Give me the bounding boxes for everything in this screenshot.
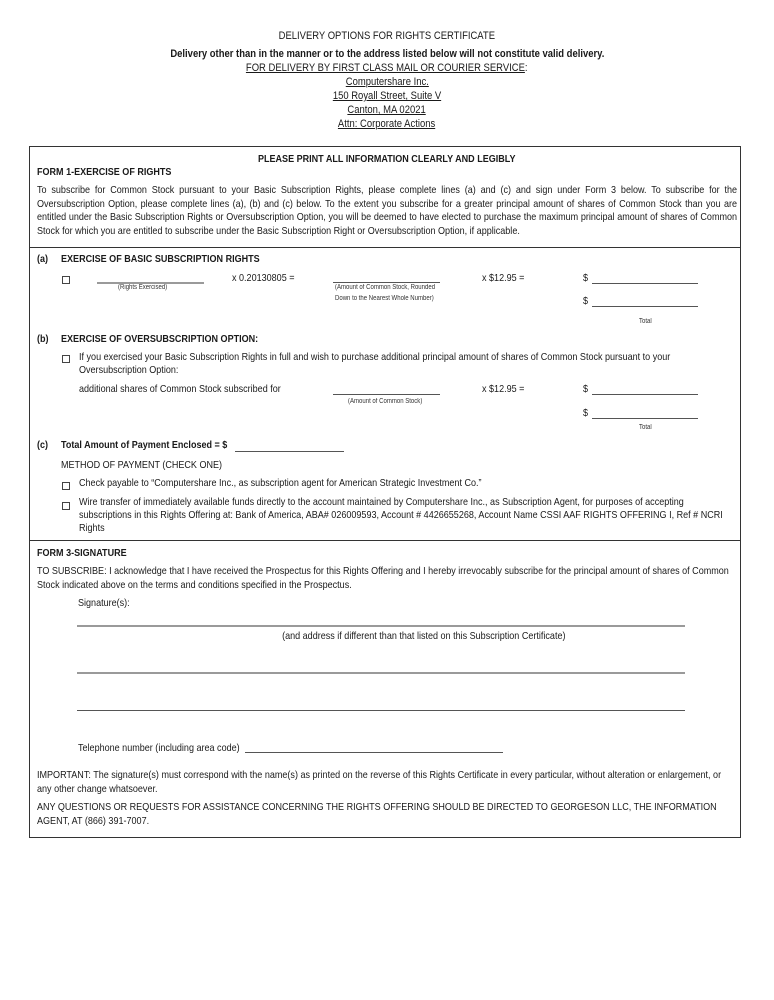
telephone-field[interactable] — [245, 752, 503, 753]
section-divider-form3 — [29, 540, 741, 541]
signature-line-2[interactable] — [77, 672, 685, 674]
additional-shares-label: additional shares of Common Stock subscribed for — [79, 383, 281, 395]
address-note-text: (and address if different than that listed on this Subscription Certificate) — [282, 630, 566, 642]
basic-price: x $12.95 = — [482, 272, 525, 284]
address-note — [37, 630, 774, 642]
document-title-text: DELIVERY OPTIONS FOR RIGHTS CERTIFICATE — [278, 30, 496, 42]
print-clearly-text: PLEASE PRINT ALL INFORMATION CLEARLY AND LEGIBLY — [258, 153, 516, 165]
basic-rights-checkbox[interactable] — [62, 276, 70, 284]
basic-multiplier: x 0.20130805 = — [232, 272, 295, 284]
address-company: Computershare Inc. — [345, 76, 429, 88]
delivery-method-text: FOR DELIVERY BY FIRST CLASS MAIL OR COURIER SERVICE — [246, 62, 526, 74]
section-c-letter: (c) — [37, 439, 49, 451]
form1-title: FORM 1-EXERCISE OF RIGHTS — [37, 166, 172, 178]
delivery-warning — [0, 48, 774, 60]
address-line-4 — [0, 118, 774, 130]
address-line-2 — [0, 90, 774, 102]
section-divider-a — [29, 247, 741, 248]
basic-amount-label-1: (Amount of Common Stock, Rounded — [335, 284, 436, 291]
delivery-warning-text: Delivery other than in the manner or to the address listed below will not constitute valid delivery. — [169, 48, 605, 60]
form3-subscribe-text: TO SUBSCRIBE: I acknowledge that I have received the Prospectus for this Rights Offering and I hereby irrevocably subscribe for the principal amount of shares of Common Stock indicated above on the terms and conditions specified in the Prospectus. — [37, 565, 729, 591]
additional-amount-label: (Amount of Common Stock) — [348, 398, 423, 405]
print-clearly-banner — [0, 153, 774, 165]
check-payment-checkbox[interactable] — [62, 482, 70, 490]
oversubscription-option — [79, 351, 739, 377]
delivery-method-colon: : — [525, 62, 528, 74]
oversubscription-checkbox[interactable] — [62, 355, 70, 363]
total-payment-field[interactable] — [235, 451, 344, 452]
form3-subscribe — [37, 565, 737, 592]
address-city: Canton, MA 02021 — [347, 104, 427, 116]
section-a-title: EXERCISE OF BASIC SUBSCRIPTION RIGHTS — [61, 253, 260, 265]
section-b-title: EXERCISE OF OVERSUBSCRIPTION OPTION: — [61, 333, 259, 345]
form1-instructions — [37, 184, 737, 238]
basic-total-field[interactable] — [592, 306, 698, 307]
document-title — [0, 30, 774, 42]
over-total-field[interactable] — [592, 418, 698, 419]
address-line-1 — [0, 76, 774, 88]
basic-total-dollar-sign: $ — [583, 295, 589, 307]
over-subtotal-field[interactable] — [592, 394, 698, 395]
section-b-letter: (b) — [37, 333, 49, 345]
wire-transfer-checkbox[interactable] — [62, 502, 70, 510]
over-total-dollar-sign: $ — [583, 407, 589, 419]
basic-dollar-sign: $ — [583, 272, 589, 284]
important-note-text: IMPORTANT: The signature(s) must correspond with the name(s) as printed on the reverse of this Rights Certificate in every particular, without alteration or enlargement, or any other change whatsoever. — [37, 769, 722, 795]
form3-title: FORM 3-SIGNATURE — [37, 547, 127, 559]
address-attn: Attn: Corporate Actions — [338, 118, 436, 130]
basic-subtotal-field[interactable] — [592, 283, 698, 284]
signature-line-3[interactable] — [77, 710, 685, 711]
signature-label: Signature(s): — [78, 597, 130, 609]
basic-amount-label-2: Down to the Nearest Whole Number) — [335, 295, 434, 302]
form1-instructions-text: To subscribe for Common Stock pursuant to your Basic Subscription Rights, please complete lines (a) and (c) and sign under Form 3 below. To subscribe for the Oversubscription Option, please complete lines (a), (b) and (c) below. To the extent you subscribe for a greater principal amount of shares of Common Stock than you are entitled under the Basic Subscription Rights or Oversubscription Option, you will be deemed to have elected to purchase the maximum principal amount of shares of Common Stock for which you are entitled to subscribe under the Basic Subscription Right or Oversubscription Option, if applicable. — [37, 184, 738, 237]
questions-note — [37, 801, 737, 828]
rights-exercised-label: (Rights Exercised) — [118, 284, 168, 291]
over-total-label: Total — [639, 424, 652, 431]
questions-note-text: ANY QUESTIONS OR REQUESTS FOR ASSISTANCE CONCERNING THE RIGHTS OFFERING SHOULD BE DIRECTED TO GEORGESON LLC, THE INFORMATION AGENT, AT (866) 391-7007. — [37, 801, 717, 827]
delivery-method-line — [246, 62, 528, 74]
address-line-3 — [0, 104, 774, 116]
over-dollar-sign: $ — [583, 383, 589, 395]
oversubscription-option-text: If you exercised your Basic Subscription Rights in full and wish to purchase additional principal amount of shares of Common Stock pursuant to your Oversubscription Option: — [79, 351, 671, 376]
address-street: 150 Royall Street, Suite V — [332, 90, 442, 102]
wire-transfer-option — [79, 496, 739, 535]
additional-shares-field[interactable] — [333, 394, 440, 395]
payment-method-title: METHOD OF PAYMENT (CHECK ONE) — [61, 459, 223, 471]
basic-amount-field[interactable] — [333, 282, 440, 283]
over-price: x $12.95 = — [482, 383, 525, 395]
delivery-method — [0, 62, 774, 74]
total-payment-label: Total Amount of Payment Enclosed = $ — [61, 439, 228, 451]
section-a-letter: (a) — [37, 253, 49, 265]
basic-total-label: Total — [639, 318, 652, 325]
important-note — [37, 769, 737, 796]
wire-transfer-text: Wire transfer of immediately available funds directly to the account maintained by Computershare Inc., as Subscription Agent, for purposes of accepting subscriptions in this Rights Offering at: Bank of America, ABA# 026009593, Account # 4426655268, Account Name CSSI AAF RIGHTS OFFERING I, Ref # NCRI Rights — [79, 496, 723, 534]
signature-line-1[interactable] — [77, 625, 685, 627]
check-payment-option: Check payable to “Computershare Inc., as subscription agent for American Strategic Investment Co.” — [79, 477, 482, 489]
telephone-label: Telephone number (including area code) — [78, 742, 240, 754]
form-box — [29, 146, 741, 838]
